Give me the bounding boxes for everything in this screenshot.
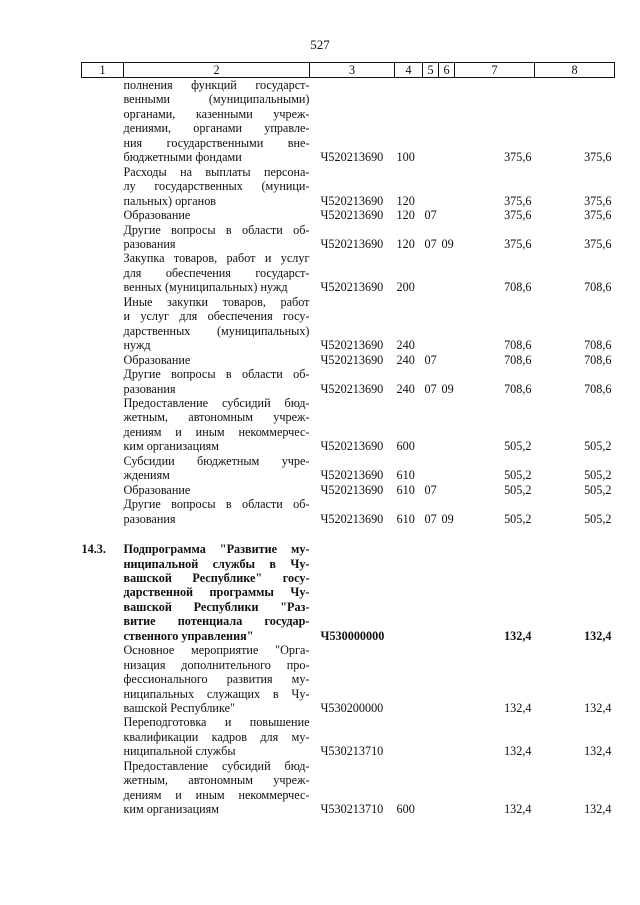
row-section [423, 396, 439, 454]
spacer-cell [82, 526, 615, 542]
row-name-line: разования [123, 381, 176, 396]
row-expense-type: 120 [396, 193, 415, 208]
row-name-line: низация дополнительного про- [123, 657, 310, 672]
row-expense-type [395, 715, 423, 758]
row-subsection [439, 643, 455, 715]
row-name-line: Предоставление субсидий бюд- [123, 395, 310, 410]
row-amount-col8: 375,6 [584, 150, 612, 165]
row-section: 07 [424, 511, 437, 526]
row-name-line: дениями, органами управле- [123, 121, 310, 136]
row-expense-type: 240 [396, 338, 415, 353]
row-number [82, 353, 124, 367]
row-target-code: Ч530000000 [320, 628, 385, 643]
row-target-code: Ч520213690 [320, 352, 384, 367]
row-subsection [439, 353, 455, 367]
row-target-code: Ч520213690 [320, 468, 384, 483]
row-name-line: вашской Республики "Раз- [123, 599, 310, 614]
header-col-1: 1 [82, 63, 124, 78]
page-number: 527 [310, 37, 330, 52]
row-name-line: ждениям [123, 468, 170, 483]
row-amount-col8: 708,6 [584, 381, 612, 396]
table-row [82, 643, 615, 715]
row-name-line: ния государственными вне- [123, 135, 310, 150]
row-name-line: вашской Республике" [123, 701, 235, 716]
row-section [423, 454, 439, 483]
row-name [124, 759, 310, 817]
row-name-line: Основное мероприятие "Орга- [123, 643, 310, 658]
row-subsection [439, 396, 455, 454]
row-amount-col7: 132,4 [504, 701, 532, 716]
row-name-line: Другие вопросы в области об- [123, 222, 310, 237]
row-number [82, 367, 124, 396]
row-name [124, 367, 310, 396]
row-expense-type: 600 [396, 802, 415, 817]
row-section [423, 78, 439, 165]
header-col-4: 4 [395, 63, 423, 78]
row-amount-col8: 375,6 [584, 193, 612, 208]
row-section [423, 542, 439, 643]
row-section: 07 [424, 482, 437, 497]
row-amount-col7: 505,2 [504, 439, 532, 454]
row-subsection [439, 165, 455, 208]
row-target-code: Ч530200000 [320, 701, 384, 716]
row-amount-col7: 708,6 [504, 352, 532, 367]
row-target-code: Ч520213690 [320, 208, 384, 223]
row-target-code: Ч520213690 [320, 280, 384, 295]
row-expense-type: 200 [396, 280, 415, 295]
row-subsection [439, 715, 455, 758]
row-name-line: нужд [123, 338, 151, 353]
row-name-line: дарственных (муниципальных) [123, 323, 310, 338]
table-row [82, 367, 615, 396]
header-col-6: 6 [439, 63, 455, 78]
row-expense-type [395, 643, 423, 715]
row-expense-type: 600 [396, 439, 415, 454]
row-name-line: и услуг для обеспечения госу- [123, 309, 310, 324]
row-name-line: Расходы на выплаты персона- [123, 164, 310, 179]
table-row [82, 223, 615, 252]
row-name-line: Образование [123, 482, 191, 497]
row-target-code: Ч520213690 [320, 482, 384, 497]
row-amount-col8: 132,4 [584, 802, 612, 817]
row-name-line: ниципальной службы [123, 744, 236, 759]
row-name-line: лу государственных (муници- [123, 179, 310, 194]
row-name-line: фессионального развития му- [123, 672, 310, 687]
row-name-line: витие потенциала государ- [123, 614, 310, 629]
row-amount-col8: 505,2 [584, 511, 612, 526]
row-name-line: Другие вопросы в области об- [123, 367, 310, 382]
row-name [124, 396, 310, 454]
row-number: 14.3. [81, 542, 106, 557]
row-name [124, 497, 310, 526]
row-number [82, 759, 124, 817]
row-name [124, 353, 310, 367]
row-subsection: 09 [441, 381, 454, 396]
row-name [124, 165, 310, 208]
row-number [82, 223, 124, 252]
row-section: 07 [424, 381, 437, 396]
row-amount-col7: 132,4 [504, 628, 532, 643]
row-name [124, 483, 310, 497]
row-number [82, 643, 124, 715]
header-col-2: 2 [124, 63, 310, 78]
row-name-line: жетным, автономным учреж- [123, 410, 310, 425]
row-expense-type: 610 [396, 511, 415, 526]
row-name-line: пальных) органов [123, 193, 217, 208]
row-subsection [439, 78, 455, 165]
row-number [82, 295, 124, 353]
header-col-3: 3 [310, 63, 395, 78]
row-expense-type: 120 [396, 208, 415, 223]
row-expense-type: 610 [396, 468, 415, 483]
row-section [423, 165, 439, 208]
row-subsection [439, 542, 455, 643]
table-row [82, 78, 615, 165]
row-expense-type [395, 542, 423, 643]
row-amount-col8: 375,6 [584, 236, 612, 251]
row-subsection [439, 454, 455, 483]
row-amount-col8: 132,4 [584, 701, 612, 716]
row-number [82, 251, 124, 294]
row-name-line: бюджетными фондами [123, 150, 242, 165]
row-section: 07 [424, 236, 437, 251]
row-number [82, 483, 124, 497]
row-subsection [439, 759, 455, 817]
table-row [82, 497, 615, 526]
row-number [82, 715, 124, 758]
table-header-row [82, 63, 615, 78]
row-amount-col8: 708,6 [584, 338, 612, 353]
table-row [82, 396, 615, 454]
row-subsection: 09 [441, 236, 454, 251]
row-amount-col7: 375,6 [504, 150, 532, 165]
row-name-line: Подпрограмма "Развитие му- [123, 542, 310, 557]
row-name-line: Иные закупки товаров, работ [123, 294, 310, 309]
row-name-line: жетным, автономным учреж- [123, 773, 310, 788]
row-section [423, 715, 439, 758]
row-name-line: квалификации кадров для му- [123, 729, 310, 744]
header-col-8: 8 [535, 63, 615, 78]
row-target-code: Ч520213690 [320, 338, 384, 353]
row-amount-col8: 505,2 [584, 482, 612, 497]
table-row [82, 454, 615, 483]
row-expense-type: 240 [396, 381, 415, 396]
row-expense-type: 610 [396, 482, 415, 497]
row-number [82, 78, 124, 165]
row-target-code: Ч520213690 [320, 150, 384, 165]
row-number [82, 454, 124, 483]
row-amount-col8: 505,2 [584, 468, 612, 483]
row-name-line: ственного управления" [123, 628, 254, 643]
row-target-code: Ч530213710 [320, 802, 384, 817]
spacer-row [82, 526, 615, 542]
row-section [423, 295, 439, 353]
row-name [124, 223, 310, 252]
row-expense-type: 100 [396, 150, 415, 165]
row-number [82, 165, 124, 208]
row-section: 07 [424, 352, 437, 367]
row-amount-col7: 708,6 [504, 338, 532, 353]
row-amount-col7: 375,6 [504, 236, 532, 251]
row-name-line: органами, казенными учреж- [123, 106, 310, 121]
row-name [124, 643, 310, 715]
row-number [82, 396, 124, 454]
table-row [82, 208, 615, 222]
row-amount-col8: 375,6 [584, 208, 612, 223]
row-name [124, 454, 310, 483]
row-subsection [439, 483, 455, 497]
row-name-line: ким организациям [123, 802, 219, 817]
row-name-line: ниципальных служащих в Чу- [123, 686, 310, 701]
row-number [82, 208, 124, 222]
row-amount-col8: 708,6 [584, 280, 612, 295]
row-name-line: Закупка товаров, работ и услуг [123, 251, 310, 266]
row-target-code: Ч520213690 [320, 381, 384, 396]
row-target-code: Ч520213690 [320, 511, 384, 526]
row-name-line: ким организациям [123, 439, 219, 454]
row-name-line: для обеспечения государст- [123, 265, 310, 280]
row-amount-col7: 708,6 [504, 381, 532, 396]
row-subsection [439, 251, 455, 294]
row-section [423, 759, 439, 817]
table-row [82, 165, 615, 208]
row-name-line: ниципальной службы в Чу- [123, 556, 310, 571]
row-section [423, 251, 439, 294]
table-row [82, 483, 615, 497]
row-target-code: Ч520213690 [320, 236, 384, 251]
row-target-code: Ч520213690 [320, 439, 384, 454]
row-name-line: разования [123, 236, 176, 251]
row-expense-type: 120 [396, 236, 415, 251]
row-amount-col7: 708,6 [504, 280, 532, 295]
row-name-line: Образование [123, 352, 191, 367]
row-amount-col7: 505,2 [504, 482, 532, 497]
row-name-line: дениям и иным некоммерчес- [123, 424, 310, 439]
row-amount-col8: 505,2 [584, 439, 612, 454]
row-name-line: венными (муниципальными) [123, 92, 310, 107]
row-name [124, 542, 310, 643]
header-col-7: 7 [455, 63, 535, 78]
table-row [82, 759, 615, 817]
row-name [124, 251, 310, 294]
table-row [82, 353, 615, 367]
row-name-line: венных (муниципальных) нужд [123, 280, 288, 295]
row-name-line: Переподготовка и повышение [123, 715, 310, 730]
row-amount-col7: 375,6 [504, 208, 532, 223]
table-row [82, 295, 615, 353]
row-subsection [439, 295, 455, 353]
row-amount-col7: 132,4 [504, 802, 532, 817]
row-target-code: Ч530213710 [320, 744, 384, 759]
row-name [124, 295, 310, 353]
header-col-5: 5 [423, 63, 439, 78]
row-subsection: 09 [441, 511, 454, 526]
row-name [124, 715, 310, 758]
row-name [124, 78, 310, 165]
row-amount-col8: 132,4 [584, 744, 612, 759]
row-name-line: дениям и иным некоммерчес- [123, 787, 310, 802]
table-body [82, 78, 615, 817]
table-row [82, 251, 615, 294]
row-expense-type: 240 [396, 352, 415, 367]
row-name-line: разования [123, 511, 176, 526]
row-section: 07 [424, 208, 437, 223]
budget-table [81, 62, 615, 817]
row-name-line: Образование [123, 208, 191, 223]
row-subsection [439, 208, 455, 222]
table-row [82, 542, 615, 643]
table-row [82, 715, 615, 758]
row-amount-col7: 132,4 [504, 744, 532, 759]
row-section [423, 643, 439, 715]
row-amount-col8: 132,4 [584, 628, 612, 643]
row-amount-col8: 708,6 [584, 352, 612, 367]
row-number [82, 497, 124, 526]
row-name-line: вашской Республике" госу- [123, 570, 310, 585]
row-amount-col7: 375,6 [504, 193, 532, 208]
row-target-code: Ч520213690 [320, 193, 384, 208]
row-name-line: дарственной программы Чу- [123, 585, 310, 600]
row-name-line: Субсидии бюджетным учре- [123, 453, 310, 468]
row-name-line: Другие вопросы в области об- [123, 497, 310, 512]
row-amount-col7: 505,2 [504, 511, 532, 526]
row-name [124, 208, 310, 222]
row-name-line: Предоставление субсидий бюд- [123, 758, 310, 773]
row-amount-col7: 505,2 [504, 468, 532, 483]
row-name-line: полнения функций государст- [123, 78, 310, 92]
